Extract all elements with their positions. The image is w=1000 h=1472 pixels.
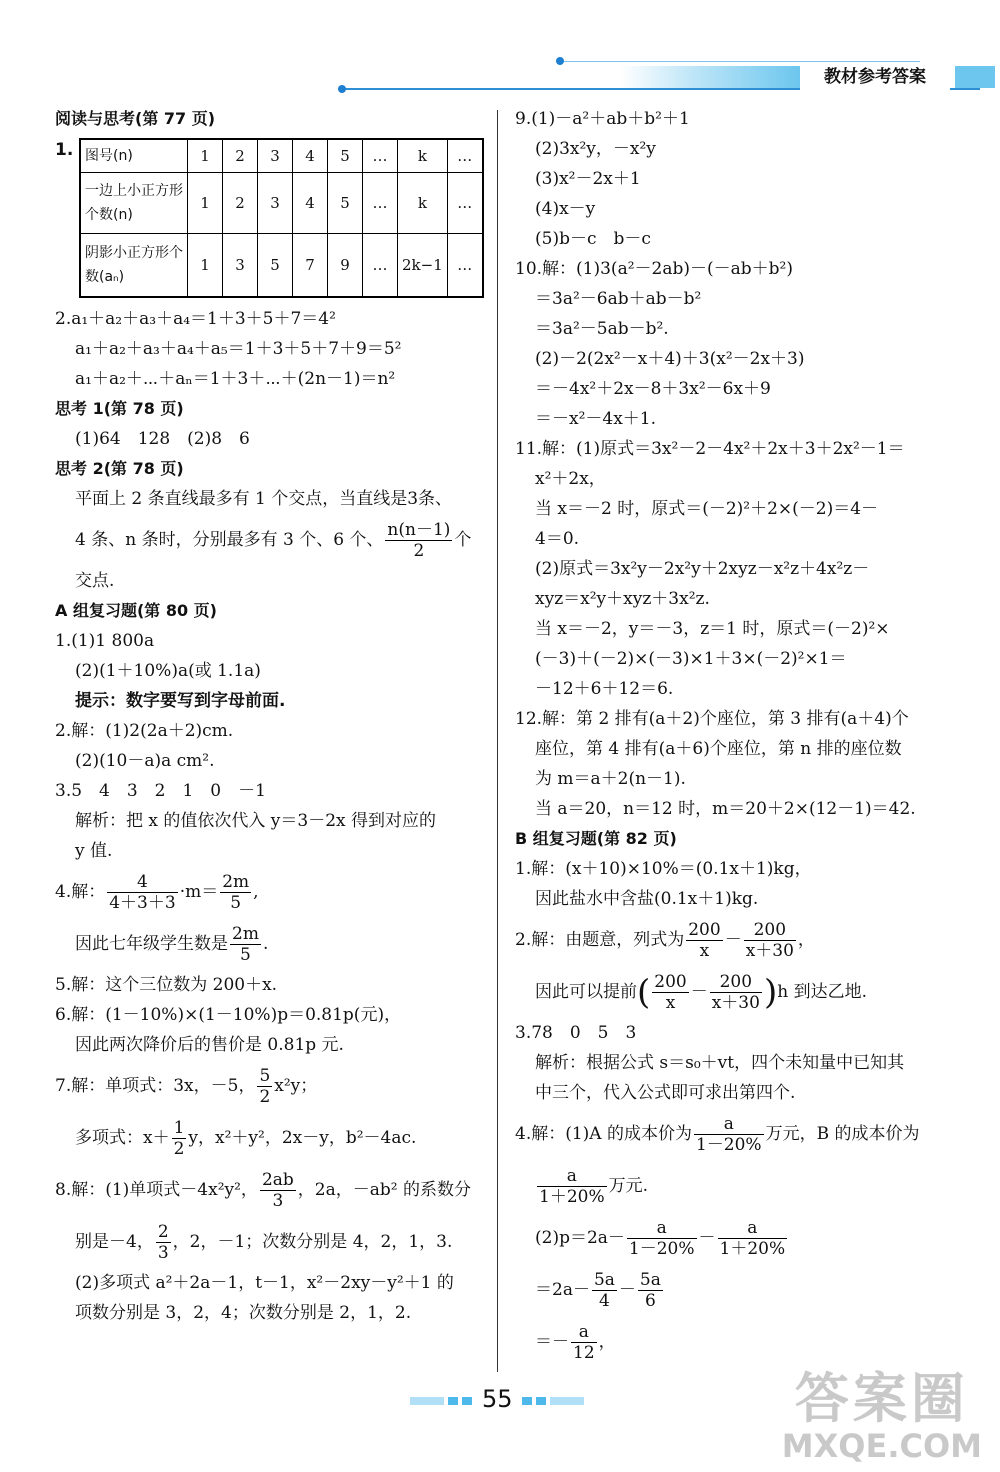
fraction-numerator: a [571, 1322, 597, 1343]
text: ， [797, 930, 815, 950]
q2-line: a₁＋a₂＋⋯＋aₙ＝1＋3＋⋯＋(2n－1)＝n² [75, 369, 396, 389]
b4-line [515, 1160, 985, 1212]
text: － [724, 930, 742, 950]
right-paren: ) [763, 972, 778, 1013]
q2-line: a₁＋a₂＋a₃＋a₄＋a₅＝1＋3＋5＋7＋9＝5² [75, 339, 402, 359]
pattern-table [79, 138, 484, 298]
text: h 到达乙地. [777, 982, 867, 1002]
text: , [253, 882, 259, 902]
text: 4.解：(1)A 的成本价为 [515, 1124, 692, 1144]
fraction [257, 1066, 272, 1108]
table-cell: 4 [293, 139, 328, 173]
a3-analysis: y 值. [75, 841, 113, 861]
q12-line: 当 a＝20，n＝12 时，m＝20＋2×(12－1)＝42. [535, 799, 916, 819]
q1-block [55, 138, 493, 298]
footer-bar [550, 1397, 584, 1405]
fraction-numerator: 200 [744, 920, 796, 941]
q10-line: ＝－4x²＋2x－8＋3x²－6x＋9 [535, 379, 771, 399]
fraction [718, 1218, 788, 1260]
text: 4 条、n 条时，分别最多有 3 个、6 个、 [75, 530, 384, 550]
section-reading-title: 阅读与思考(第 77 页) [55, 109, 216, 128]
table-row [80, 173, 483, 234]
table-cell: 阴影小正方形个数(aₙ) [80, 234, 188, 298]
fraction-numerator: 200 [688, 919, 721, 940]
a5-answer: 5.解：这个三位数为 200＋x. [55, 975, 278, 995]
fraction-denominator: 1＋20% [539, 1187, 605, 1207]
fraction-numerator: n(n－1) [387, 519, 451, 540]
text: － [698, 1228, 716, 1248]
q11-line: xyz＝x²y＋xyz＋3x²z. [535, 589, 710, 609]
table-cell: 图号(n) [80, 139, 188, 173]
b1-line: 因此盐水中含盐(0.1x＋1)kg. [535, 889, 759, 909]
text: 个 [454, 530, 472, 550]
fraction-denominator: 4＋3＋3 [109, 893, 176, 913]
fraction-denominator: 1－20% [628, 1239, 695, 1259]
fraction-denominator: x [665, 993, 676, 1013]
table-cell: 2 [223, 139, 258, 173]
fraction-denominator: 5 [240, 945, 251, 965]
page-number: 55 [482, 1385, 513, 1413]
table-cell: … [363, 234, 398, 298]
fraction-denominator: 2 [259, 1087, 271, 1107]
text: ，2a，－ab² 的系数分 [297, 1180, 471, 1200]
table-cell: … [447, 173, 483, 234]
fraction [156, 1222, 171, 1264]
right-column [515, 104, 985, 1368]
table-cell: … [447, 234, 483, 298]
header-color-block [955, 66, 995, 88]
fraction [260, 1170, 296, 1212]
fraction [710, 972, 762, 1014]
fraction [220, 872, 251, 914]
table-cell: … [363, 173, 398, 234]
section-a-title: A 组复习题(第 80 页) [55, 601, 217, 620]
fraction-denominator: 1＋20% [719, 1239, 786, 1259]
b4-line [515, 1212, 985, 1264]
think2-line: 平面上 2 条直线最多有 1 个交点，当直线是3条、 [75, 489, 453, 509]
b2-line [515, 914, 985, 966]
text: 万元. [608, 1176, 649, 1196]
fraction-numerator: a [718, 1218, 788, 1239]
fraction [686, 920, 722, 962]
text: ＝2a－ [535, 1280, 590, 1300]
a4-line [55, 918, 493, 970]
fraction-denominator: 2 [173, 1139, 185, 1159]
q11-line: －12＋6＋12＝6. [535, 679, 674, 699]
footer-bar [448, 1397, 458, 1405]
think2-title: 思考 2(第 78 页) [55, 459, 184, 478]
text: 因此七年级学生数是 [75, 934, 228, 954]
text: 多项式：x＋ [75, 1128, 170, 1148]
footer-bar [522, 1397, 532, 1405]
a4-line [55, 866, 493, 918]
text: (2)p＝2a－ [535, 1228, 625, 1248]
a8-line [55, 1164, 493, 1216]
a3-analysis: 解析：把 x 的值依次代入 y＝3－2x 得到对应的 [75, 811, 437, 831]
text: 别是－4， [75, 1232, 154, 1252]
text: ， [598, 1332, 616, 1352]
header-thin-line [560, 61, 920, 62]
text: ＝－ [535, 1332, 569, 1352]
b3-analysis: 解析：根据公式 s＝s₀＋vt，四个未知量中已知其 [535, 1053, 905, 1073]
a6-line: 6.解：(1－10%)×(1－10%)p＝0.81p(元)， [55, 1005, 402, 1025]
table-row [80, 234, 483, 298]
fraction-denominator: x [699, 941, 710, 961]
text: － [690, 982, 708, 1002]
table-cell: 2k−1 [398, 234, 448, 298]
q11-line: (2)原式＝3x²y－2x²y＋2xyz－x²z＋4x²z－ [535, 559, 870, 579]
b1-line: 1.解：(x＋10)×10%＝(0.1x＋1)kg， [515, 859, 812, 879]
a1-hint: 提示：数字要写到字母前面. [75, 691, 286, 711]
text: － [618, 1280, 636, 1300]
b3-analysis: 中三个，代入公式即可求出第四个. [535, 1083, 796, 1103]
table-cell: k [398, 173, 448, 234]
fraction-numerator: 2 [157, 1221, 169, 1242]
think2-line [55, 514, 493, 566]
a2-line: 2.解：(1)2(2a＋2)cm. [55, 721, 234, 741]
b2-line [515, 966, 985, 1018]
fraction-numerator: a [627, 1218, 697, 1239]
a8-line: (2)多项式 a²＋2a－1，t－1，x²－2xy－y²＋1 的 [75, 1273, 454, 1293]
fraction-numerator: 200 [654, 971, 687, 992]
a3-answer: 3.5 4 3 2 1 0 －1 [55, 781, 266, 801]
header-dot-top [556, 57, 564, 65]
b4-line [515, 1264, 985, 1316]
q10-line: 10.解：(1)3(a²－2ab)－(－ab＋b²) [515, 259, 793, 279]
fraction [107, 872, 177, 914]
b4-line [515, 1316, 985, 1368]
text: 4.解： [55, 882, 106, 902]
column-divider [497, 110, 498, 1372]
header-gradient-band [620, 66, 800, 88]
fraction-numerator: 1 [173, 1117, 185, 1138]
table-cell: 5 [328, 173, 363, 234]
q11-line: 当 x＝－2，y＝－3，z＝1 时，原式＝(－2)²× [535, 619, 890, 639]
fraction [385, 520, 452, 562]
fraction-denominator: 4 [599, 1291, 610, 1311]
fraction-denominator: 6 [644, 1291, 656, 1311]
a8-line [55, 1216, 493, 1268]
fraction-denominator: 5 [230, 893, 242, 913]
fraction [230, 924, 261, 966]
text: x²y； [274, 1076, 318, 1096]
fraction-numerator: 2ab [261, 1169, 294, 1190]
q12-line: 12.解：第 2 排有(a＋2)个座位，第 3 排有(a＋4)个 [515, 709, 909, 729]
fraction-numerator: 2m [222, 871, 250, 892]
table-cell: 3 [223, 234, 258, 298]
table-cell: 9 [328, 234, 363, 298]
text: 万元，B 的成本价为 [765, 1124, 920, 1144]
footer-bar [536, 1397, 546, 1405]
a7-line [55, 1112, 493, 1164]
table-cell: 一边上小正方形个数(n) [80, 173, 188, 234]
fraction-numerator: 2m [232, 923, 259, 944]
fraction-numerator: a [537, 1166, 607, 1187]
q1-number: 1. [55, 140, 74, 160]
a2-line: (2)(10－a)a cm². [75, 751, 215, 771]
fraction-numerator: 5 [259, 1065, 271, 1086]
table-cell: … [363, 139, 398, 173]
fraction [694, 1114, 764, 1156]
a1-line: 1.(1)1 800a [55, 631, 155, 651]
table-cell: 4 [293, 173, 328, 234]
text: 因此可以提前 [535, 982, 637, 1002]
q9-line: 9.(1)－a²＋ab＋b²＋1 [515, 109, 690, 129]
fraction-denominator: 2 [413, 541, 425, 561]
table-row [80, 139, 483, 173]
text: ·m＝ [179, 882, 219, 902]
fraction-denominator: 12 [573, 1343, 595, 1363]
q9-line: (3)x²－2x＋1 [535, 169, 641, 189]
think2-line: 交点. [75, 571, 115, 591]
fraction-denominator: x＋30 [711, 993, 760, 1013]
q9-line: (5)b－c b－c [535, 229, 651, 249]
table-cell: 1 [188, 234, 223, 298]
fraction-numerator: a [694, 1114, 764, 1135]
q12-line: 座位，第 4 排有(a＋6)个座位，第 n 排的座位数 [535, 739, 902, 759]
table-cell: 5 [328, 139, 363, 173]
q10-line: (2)－2(2x²－x＋4)＋3(x²－2x＋3) [535, 349, 805, 369]
fraction-numerator: 4 [107, 872, 177, 893]
q9-line: (2)3x²y，－x²y [535, 139, 656, 159]
fraction [571, 1322, 597, 1364]
q10-line: ＝3a²－6ab＋ab－b² [535, 289, 702, 309]
footer-bar [410, 1397, 444, 1405]
q2-line: 2.a₁＋a₂＋a₃＋a₄＝1＋3＋5＋7＝4² [55, 309, 336, 329]
fraction [172, 1118, 187, 1160]
fraction-numerator: 5a [593, 1269, 615, 1290]
q11-line: (－3)＋(－2)×(－3)×1＋3×(－2)²×1＝ [535, 649, 847, 669]
think1-answer: (1)64 128 (2)8 6 [75, 429, 250, 449]
section-b-title: B 组复习题(第 82 页) [515, 829, 677, 848]
q9-line: (4)x－y [535, 199, 596, 219]
q10-line: ＝－x²－4x＋1. [535, 409, 657, 429]
fraction [627, 1218, 697, 1260]
table-cell: 5 [258, 234, 293, 298]
watermark [782, 1369, 982, 1464]
table-cell: 1 [188, 139, 223, 173]
b3-answer: 3.78 0 5 3 [515, 1023, 637, 1043]
text: 7.解：单项式：3x，－5， [55, 1076, 256, 1096]
q11-line: 当 x＝－2 时，原式＝(－2)²＋2×(－2)＝4－ [535, 499, 879, 519]
b4-line [515, 1108, 985, 1160]
table-cell: 1 [188, 173, 223, 234]
a8-line: 项数分别是 3，2，4；次数分别是 2，1，2. [75, 1303, 412, 1323]
page-footer [410, 1385, 590, 1415]
q12-line: 为 m＝a＋2(n－1). [535, 769, 686, 789]
fraction-denominator: x＋30 [745, 941, 794, 961]
fraction-denominator: 3 [272, 1191, 284, 1211]
q11-line: 4＝0. [535, 529, 580, 549]
footer-bar [462, 1397, 472, 1405]
text: 2.解：由题意，列式为 [515, 930, 685, 950]
text: y，x²＋y²，2x－y，b²－4ac. [188, 1128, 417, 1148]
table-cell: 3 [258, 173, 293, 234]
think1-title: 思考 1(第 78 页) [55, 399, 184, 418]
fraction-numerator: 5a [639, 1269, 661, 1290]
table-cell: 7 [293, 234, 328, 298]
a6-line: 因此两次降价后的售价是 0.81p 元. [75, 1035, 344, 1055]
a1-line: (2)(1＋10%)a(或 1.1a) [75, 661, 261, 681]
q10-line: ＝3a²－5ab－b². [535, 319, 669, 339]
table-cell: k [398, 139, 448, 173]
watermark-url: MXQE.COM [781, 1426, 982, 1465]
table-cell: 3 [258, 139, 293, 173]
fraction-numerator: 200 [710, 972, 762, 993]
q11-line: 11.解：(1)原式＝3x²－2－4x²＋2x＋3＋2x²－1＝ [515, 439, 905, 459]
fraction [638, 1270, 663, 1312]
text: 8.解：(1)单项式－4x²y²， [55, 1180, 258, 1200]
fraction [744, 920, 796, 962]
table-cell: 2 [223, 173, 258, 234]
table-cell: … [447, 139, 483, 173]
watermark-logo: 答案圈 [794, 1367, 969, 1431]
header-dot-left [338, 85, 346, 93]
fraction-denominator: 1－20% [695, 1135, 762, 1155]
left-paren: ( [637, 972, 651, 1013]
header-title: 教材参考答案 [800, 64, 950, 90]
text: . [262, 934, 269, 954]
fraction-denominator: 3 [157, 1243, 169, 1263]
text: ，2，－1；次数分别是 4，2，1，3. [172, 1232, 453, 1252]
left-column [55, 104, 493, 1328]
fraction [537, 1166, 607, 1208]
fraction [592, 1270, 617, 1312]
fraction [652, 972, 688, 1014]
q11-line: x²＋2x， [535, 469, 606, 489]
a7-line [55, 1060, 493, 1112]
